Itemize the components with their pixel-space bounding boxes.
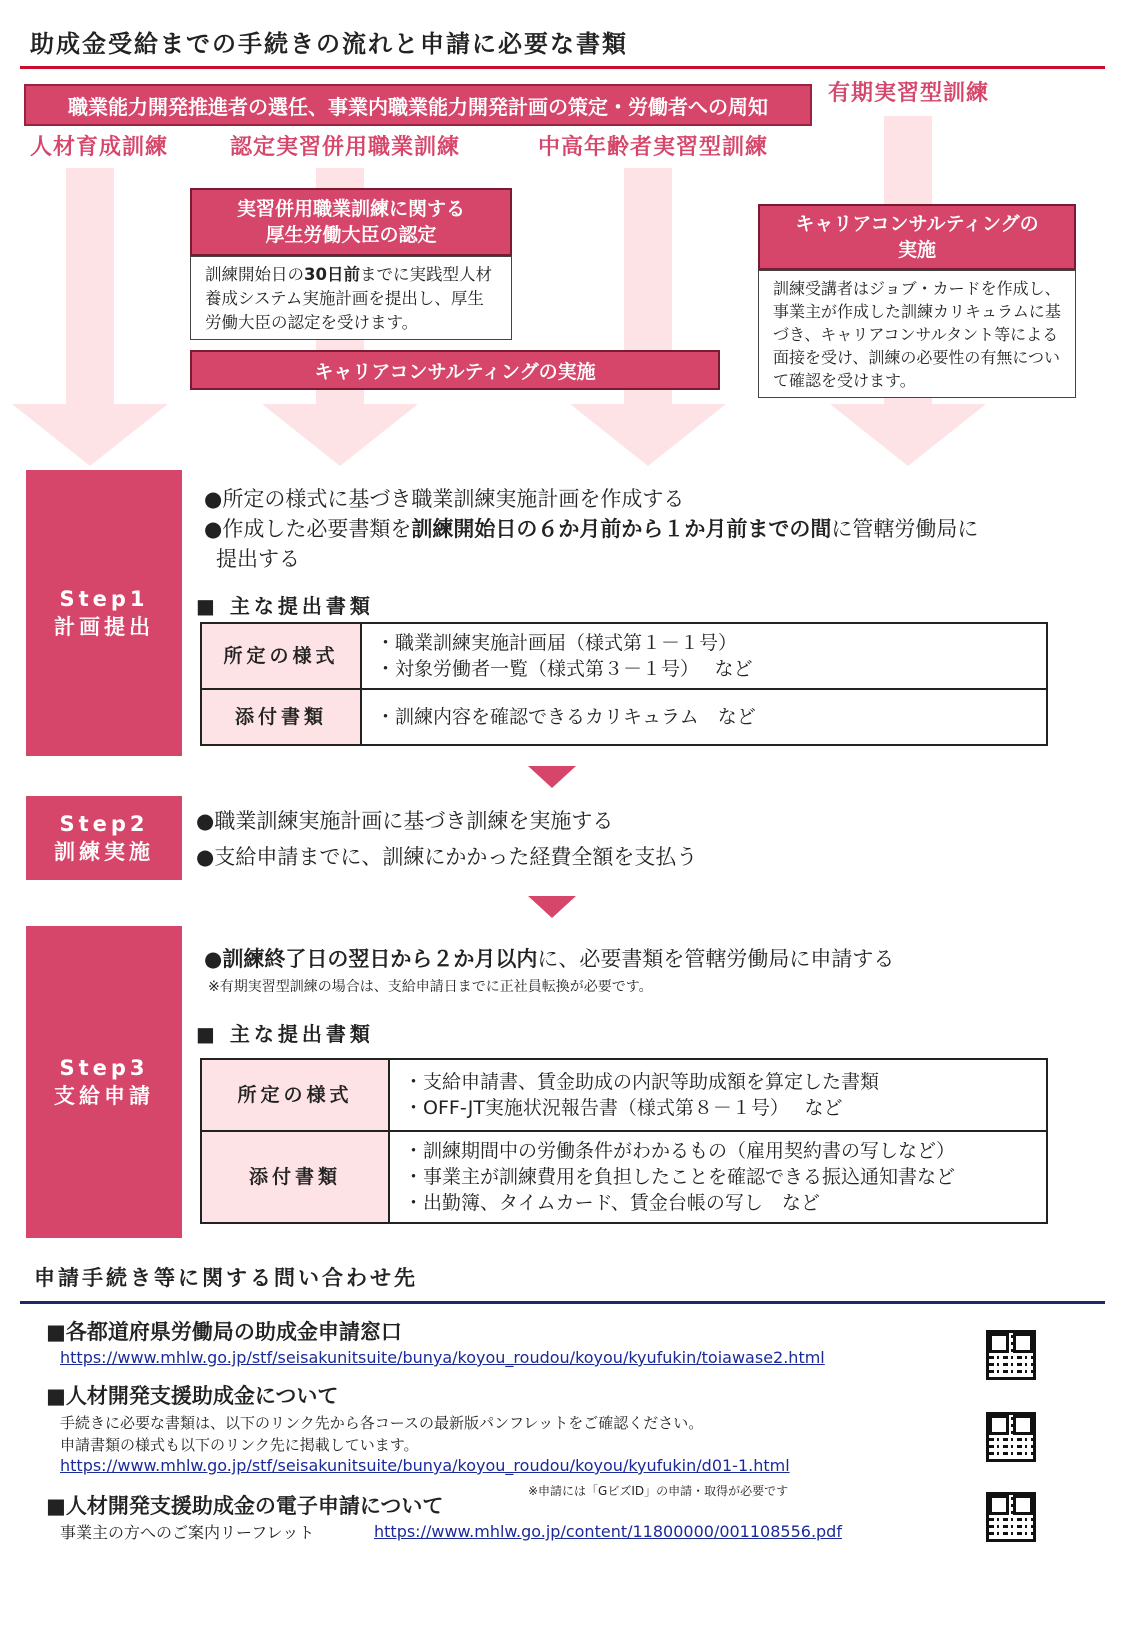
step3-row2-value	[389, 1131, 1047, 1223]
step2-bullet-2: ●支給申請までに、訓練にかかった経費全額を支払う	[196, 845, 698, 869]
step-connector-arrow-2	[528, 896, 576, 918]
contact-heading-subsidy-info: ■人材開発支援助成金について	[46, 1384, 339, 1408]
step3-number: Step3	[59, 1056, 149, 1080]
step3-row1-line1: ・支給申請書、賃金助成の内訳等助成額を算定した書類	[404, 1071, 880, 1093]
career-header-line1: キャリアコンサルティングの	[795, 213, 1039, 235]
step1-bullet-2	[204, 514, 978, 544]
step3-bullet-1-post: に、必要書類を管轄労働局に申請する	[537, 947, 895, 971]
table-row	[201, 1059, 1047, 1131]
step1-number: Step1	[59, 587, 149, 611]
step1-row2-label: 添付書類	[201, 689, 361, 745]
step1-row1-label: 所定の様式	[201, 623, 361, 689]
mhlw-header-line2: 厚生労働大臣の認定	[265, 224, 437, 246]
step-connector-arrow-1	[528, 766, 576, 788]
page-title: 助成金受給までの手続きの流れと申請に必要な書類	[30, 30, 628, 58]
step3-row1-value	[389, 1059, 1047, 1131]
contact-heading-e-application: ■人材開発支援助成金の電子申請について	[46, 1494, 444, 1518]
labour-bureau-link[interactable]: https://www.mhlw.go.jp/stf/seisakunitsuite/bunya/koyou_roudou/koyou/kyufukin/toiawase2.html	[60, 1348, 825, 1367]
step2-number: Step2	[59, 812, 149, 836]
step1-label: 計画提出	[54, 615, 154, 639]
table-row	[201, 623, 1047, 689]
contact-section-title: 申請手続き等に関する問い合わせ先	[34, 1266, 418, 1290]
subsidy-info-text-1: 手続きに必要な書類は、以下のリンク先から各コースの最新版パンフレットをご確認ください。	[60, 1414, 704, 1432]
step3-label: 支給申請	[54, 1084, 154, 1108]
step1-bullet-2-deadline: 訓練開始日の６か月前から１か月前までの間	[411, 517, 832, 541]
career-consulting-bar: キャリアコンサルティングの実施	[190, 350, 720, 390]
step3-note: ※有期実習型訓練の場合は、支給申請日までに正社員転換が必要です。	[208, 979, 653, 995]
step1-row1-value	[361, 623, 1047, 689]
step1-bullet-2-pre: ●作成した必要書類を	[204, 517, 412, 541]
step3-bullet-1-deadline: ●訓練終了日の翌日から２か月以内	[204, 947, 538, 971]
flow-arrow-1-shaft	[66, 168, 114, 406]
step1-docs-heading: ■ 主な提出書類	[196, 594, 374, 618]
mhlw-certification-body	[190, 256, 512, 340]
step1-row1-line2: ・対象労働者一覧（様式第３－１号） など	[376, 658, 753, 680]
step3-row2-line3: ・出勤簿、タイムカード、賃金台帳の写し など	[404, 1192, 820, 1214]
step1-bullet-2-post: に管轄労働局に	[831, 517, 979, 541]
flow-arrow-3-head	[570, 404, 726, 466]
title-divider	[20, 66, 1105, 69]
step1-row1-line1: ・職業訓練実施計画届（様式第１－１号）	[376, 632, 738, 654]
contact-divider	[20, 1301, 1105, 1304]
step1-row2-value	[361, 689, 1047, 745]
mhlw-body-text-pre: 訓練開始日の	[205, 265, 304, 284]
mhlw-header-line1: 実習併用職業訓練に関する	[236, 198, 465, 220]
step3-docs-heading: ■ 主な提出書類	[196, 1022, 374, 1046]
step1-docs-table	[200, 622, 1048, 746]
career-consulting-header	[758, 204, 1076, 270]
table-row	[201, 689, 1047, 745]
course-label-4: 有期実習型訓練	[828, 81, 990, 106]
subsidy-info-text-2: 申請書類の様式も以下のリンク先に掲載しています。	[60, 1436, 419, 1454]
step3-tab	[26, 926, 182, 1238]
step1-row2-line1: ・訓練内容を確認できるカリキュラム など	[376, 706, 756, 728]
course-label-2: 認定実習併用職業訓練	[230, 135, 461, 160]
step1-bullet-2-cont: 提出する	[216, 547, 300, 571]
mhlw-certification-header	[190, 188, 512, 256]
step3-docs-table	[200, 1058, 1048, 1224]
flow-arrow-1-head	[12, 404, 168, 466]
step3-row2-label: 添付書類	[201, 1131, 389, 1223]
contact-heading-labour-bureau: ■各都道府県労働局の助成金申請窓口	[46, 1320, 402, 1344]
step3-row2-line1: ・訓練期間中の労働条件がわかるもの（雇用契約書の写しなど）	[404, 1140, 956, 1162]
subsidy-info-link[interactable]: https://www.mhlw.go.jp/stf/seisakunitsuite/bunya/koyou_roudou/koyou/kyufukin/d01-1.html	[60, 1456, 790, 1475]
course-label-1: 人材育成訓練	[30, 135, 169, 160]
step3-row2-line2: ・事業主が訓練費用を負担したことを確認できる振込通知書など	[404, 1166, 956, 1188]
step3-row1-line2: ・OFF-JT実施状況報告書（様式第８－１号） など	[404, 1097, 843, 1119]
step1-bullet-1: ●所定の様式に基づき職業訓練実施計画を作成する	[204, 487, 685, 511]
e-application-text: 事業主の方へのご案内リーフレット	[60, 1523, 315, 1542]
e-application-link[interactable]: https://www.mhlw.go.jp/content/11800000/001108556.pdf	[374, 1522, 842, 1541]
mhlw-body-deadline: 30日前	[304, 265, 360, 284]
table-row	[201, 1131, 1047, 1223]
mhlw-body-text-post: までに実践型人材養成システム実施計画を提出し、厚生労働大臣の認定を受けます。	[205, 265, 492, 332]
career-header-line2: 実施	[897, 239, 936, 261]
step2-tab	[26, 796, 182, 880]
prerequisite-bar: 職業能力開発推進者の選任、事業内職業能力開発計画の策定・労働者への周知	[24, 84, 812, 126]
step3-bullet-1	[204, 944, 894, 974]
step2-label: 訓練実施	[54, 840, 154, 864]
course-label-3: 中高年齢者実習型訓練	[538, 135, 769, 160]
e-application-note: ※申請には「GビズID」の申請・取得が必要です	[528, 1484, 789, 1498]
career-consulting-body: 訓練受講者はジョブ・カードを作成し、事業主が作成した訓練カリキュラムに基づき、キャリアコンサルタント等による面接を受け、訓練の必要性の有無について確認を受けます。	[758, 270, 1076, 398]
flow-arrow-4-head	[830, 404, 986, 466]
qr-code-icon[interactable]	[986, 1330, 1036, 1380]
step3-row1-label: 所定の様式	[201, 1059, 389, 1131]
qr-code-icon[interactable]	[986, 1492, 1036, 1542]
step2-bullet-1: ●職業訓練実施計画に基づき訓練を実施する	[196, 809, 614, 833]
flow-arrow-2-head	[262, 404, 418, 466]
step1-tab	[26, 470, 182, 756]
qr-code-icon[interactable]	[986, 1412, 1036, 1462]
